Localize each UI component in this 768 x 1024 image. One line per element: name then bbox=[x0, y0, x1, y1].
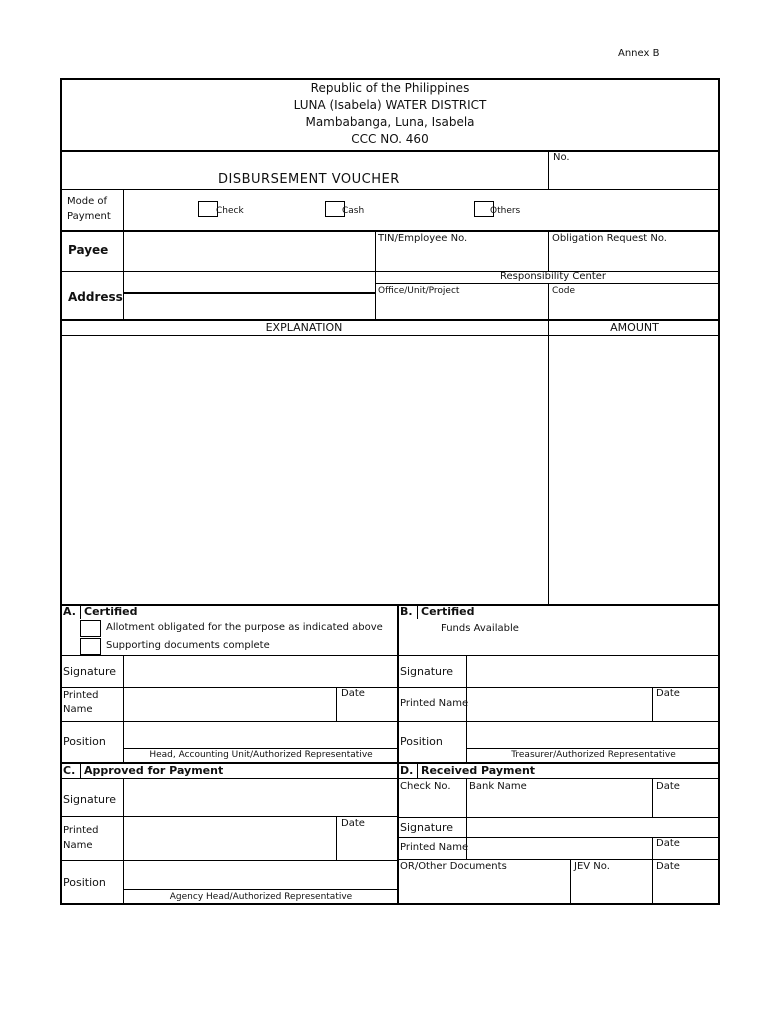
d-date-label-3: Date bbox=[656, 861, 680, 872]
b-role-label: Treasurer/Authorized Representative bbox=[511, 750, 676, 760]
office-unit-project-label: Office/Unit/Project bbox=[378, 286, 460, 296]
d-date-label-2: Date bbox=[656, 838, 680, 849]
a-date-label: Date bbox=[341, 688, 365, 699]
c-role-label: Agency Head/Authorized Representative bbox=[169, 892, 353, 902]
c-position-label: Position bbox=[63, 876, 106, 889]
b-signature-label: Signature bbox=[400, 665, 454, 678]
c-printed-name-field[interactable] bbox=[124, 818, 334, 859]
amount-header: AMOUNT bbox=[610, 321, 659, 334]
a-printed-label-1: Printed bbox=[63, 690, 99, 701]
address-field[interactable] bbox=[124, 294, 374, 318]
supporting-docs-checkbox[interactable] bbox=[80, 638, 101, 655]
section-d-letter: D. bbox=[400, 764, 414, 777]
b-signature-field[interactable] bbox=[467, 657, 718, 686]
section-a-letter: A. bbox=[63, 605, 76, 618]
others-option-label: Others bbox=[490, 206, 521, 216]
a-printed-label-2: Name bbox=[63, 704, 93, 715]
voucher-no-label: No. bbox=[553, 152, 570, 163]
a-position-label: Position bbox=[63, 735, 106, 748]
explanation-field[interactable] bbox=[62, 337, 546, 603]
header-line-4: CCC NO. 460 bbox=[351, 132, 429, 146]
c-date-label: Date bbox=[341, 818, 365, 829]
tin-label: TIN/Employee No. bbox=[378, 233, 468, 244]
voucher-no-field[interactable] bbox=[549, 166, 717, 186]
b-printed-name-field[interactable] bbox=[467, 689, 650, 720]
c-signature-field[interactable] bbox=[124, 780, 396, 815]
responsibility-center-label: Responsibility Center bbox=[500, 271, 607, 282]
code-label: Code bbox=[552, 286, 576, 296]
allotment-checkbox[interactable] bbox=[80, 620, 101, 637]
cash-option-label: Cash bbox=[342, 206, 365, 216]
d-signature-field[interactable] bbox=[467, 819, 718, 836]
explanation-header: EXPLANATION bbox=[265, 321, 343, 334]
c-printed-label-2: Name bbox=[63, 840, 93, 851]
a-position-field[interactable] bbox=[124, 723, 396, 747]
funds-available-text: Funds Available bbox=[441, 623, 519, 634]
c-signature-label: Signature bbox=[63, 793, 117, 806]
b-position-field[interactable] bbox=[467, 723, 718, 747]
a-signature-field[interactable] bbox=[124, 657, 396, 686]
b-position-label: Position bbox=[400, 735, 443, 748]
payee-field[interactable] bbox=[124, 232, 374, 270]
payee-label: Payee bbox=[68, 243, 109, 257]
section-d-title: Received Payment bbox=[421, 764, 536, 777]
supporting-docs-text: Supporting documents complete bbox=[106, 640, 270, 651]
form-title: DISBURSEMENT VOUCHER bbox=[218, 172, 400, 187]
section-c-title: Approved for Payment bbox=[84, 764, 224, 777]
d-printed-name-field[interactable] bbox=[467, 839, 650, 858]
section-b-letter: B. bbox=[400, 605, 413, 618]
a-role-label: Head, Accounting Unit/Authorized Representative bbox=[149, 750, 373, 760]
address-label: Address bbox=[68, 290, 123, 304]
a-printed-name-field[interactable] bbox=[124, 689, 334, 720]
bank-name-label: Bank Name bbox=[469, 781, 527, 792]
header-line-3: Mambabanga, Luna, Isabela bbox=[305, 115, 475, 129]
d-signature-label: Signature bbox=[400, 821, 454, 834]
allotment-obligated-text: Allotment obligated for the purpose as indicated above bbox=[106, 622, 383, 633]
or-other-docs-label: OR/Other Documents bbox=[400, 861, 507, 872]
b-printed-name-label: Printed Name bbox=[400, 698, 469, 709]
c-printed-label-1: Printed bbox=[63, 825, 99, 836]
a-signature-label: Signature bbox=[63, 665, 117, 678]
obligation-request-label: Obligation Request No. bbox=[552, 233, 667, 244]
check-checkbox[interactable] bbox=[198, 201, 218, 217]
mode-of-payment-label-1: Mode of bbox=[67, 196, 108, 207]
c-position-field[interactable] bbox=[124, 862, 396, 888]
d-printed-name-label: Printed Name bbox=[400, 842, 469, 853]
jev-no-label: JEV No. bbox=[574, 861, 610, 872]
mode-of-payment-label-2: Payment bbox=[67, 211, 111, 222]
section-b-title: Certified bbox=[421, 605, 475, 618]
section-a-title: Certified bbox=[84, 605, 138, 618]
header-line-1: Republic of the Philippines bbox=[310, 81, 470, 95]
amount-field[interactable] bbox=[550, 337, 718, 603]
header-line-2: LUNA (Isabela) WATER DISTRICT bbox=[293, 98, 487, 112]
b-date-label: Date bbox=[656, 688, 680, 699]
section-c-letter: C. bbox=[63, 764, 76, 777]
d-date-label-1: Date bbox=[656, 781, 680, 792]
check-no-label: Check No. bbox=[400, 781, 451, 792]
annex-label: Annex B bbox=[618, 48, 660, 59]
check-option-label: Check bbox=[216, 206, 244, 216]
